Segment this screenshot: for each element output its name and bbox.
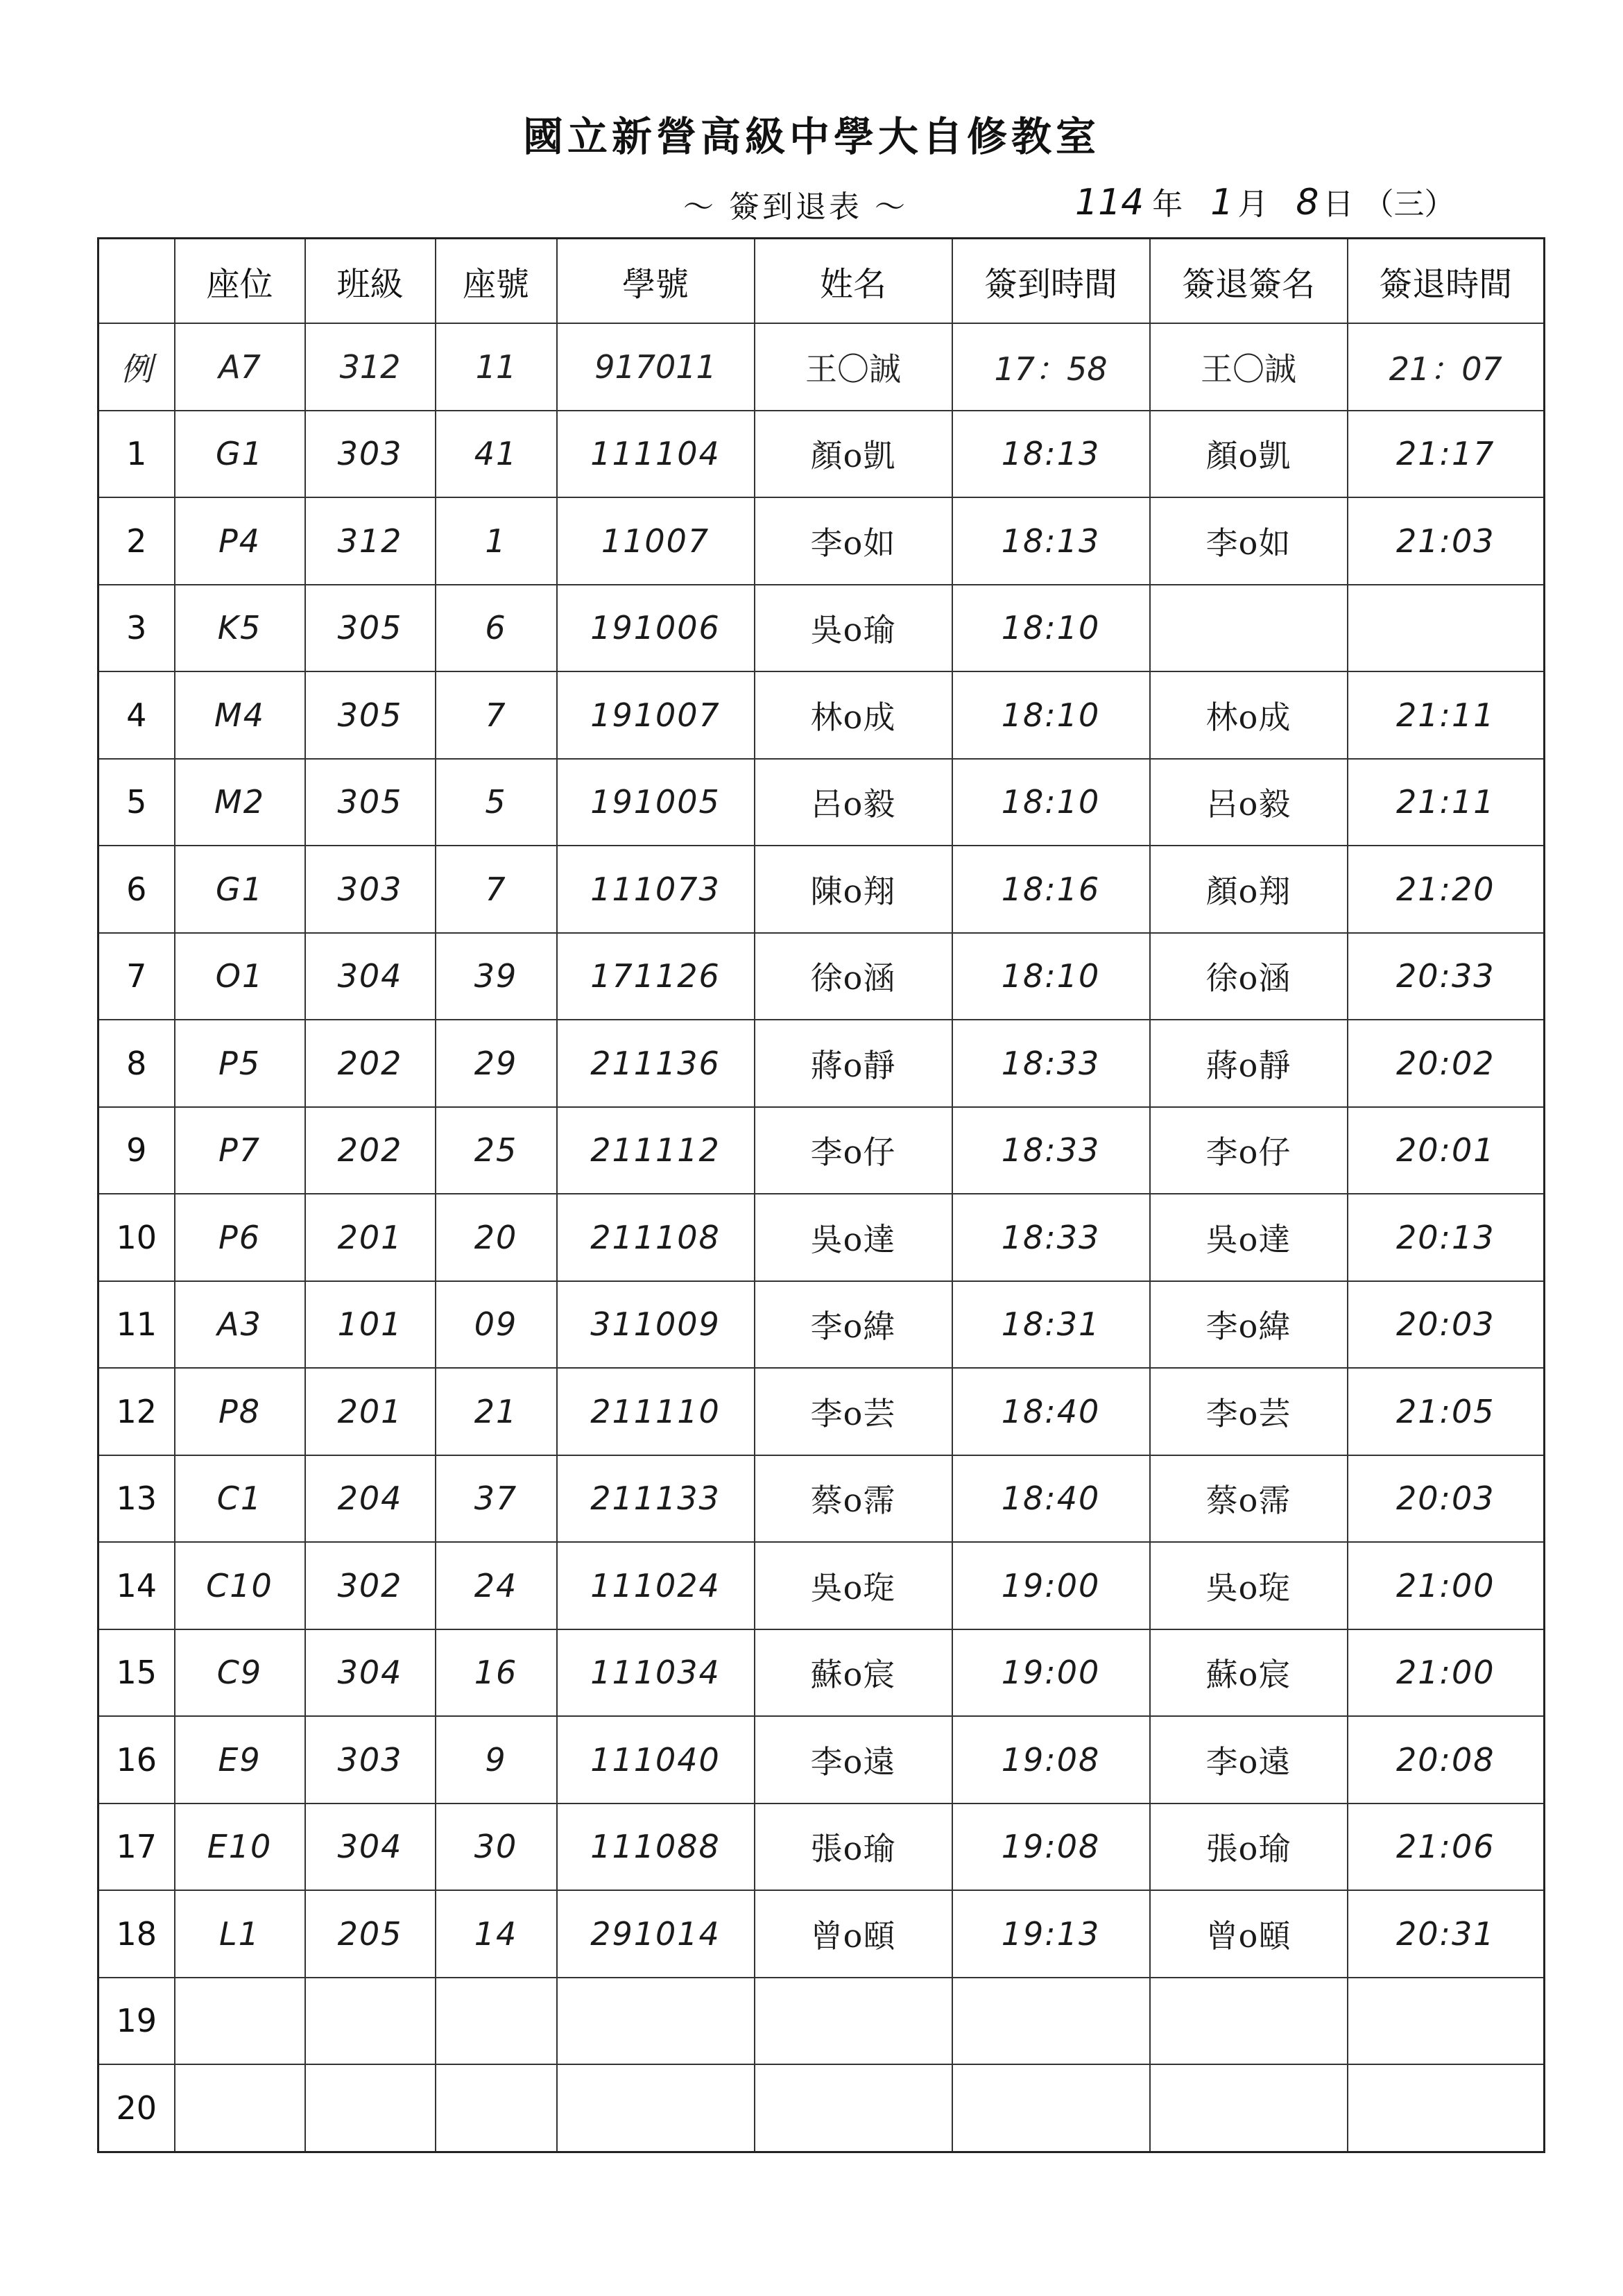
cell-name: 李o緯 — [755, 1281, 952, 1369]
cell-class: 303 — [305, 846, 436, 933]
cell-student-id: 111034 — [557, 1629, 755, 1717]
cell-seat-number: 7 — [436, 846, 557, 933]
row-index: 20 — [98, 2064, 175, 2152]
cell-checkout-time: 21:11 — [1348, 671, 1545, 759]
date-month-label: 月 — [1237, 187, 1269, 222]
cell-seat-number: 09 — [436, 1281, 557, 1369]
cell-student-id: 111104 — [557, 411, 755, 498]
cell-checkout-time: 21：07 — [1348, 323, 1545, 411]
cell-name: 顏o凱 — [755, 411, 952, 498]
cell-class — [305, 2064, 436, 2152]
cell-seat-number — [436, 1978, 557, 2065]
cell-seat: G1 — [175, 846, 305, 933]
cell-seat: A7 — [175, 323, 305, 411]
table-row — [98, 585, 1545, 672]
row-index: 10 — [98, 1194, 175, 1281]
cell-name — [755, 2064, 952, 2152]
cell-checkout-signature: 李o遠 — [1150, 1716, 1348, 1804]
cell-checkout-signature: 徐o涵 — [1150, 933, 1348, 1020]
cell-seat: P8 — [175, 1368, 305, 1455]
cell-checkin-time: 17：58 — [952, 323, 1150, 411]
cell-class: 304 — [305, 933, 436, 1020]
row-index: 8 — [98, 1020, 175, 1107]
cell-checkin-time: 18:33 — [952, 1194, 1150, 1281]
cell-class: 101 — [305, 1281, 436, 1369]
cell-name: 吳o瑜 — [755, 585, 952, 672]
cell-student-id: 291014 — [557, 1890, 755, 1978]
cell-seat: M4 — [175, 671, 305, 759]
cell-seat: M2 — [175, 759, 305, 846]
row-index: 6 — [98, 846, 175, 933]
cell-checkout-time: 20:02 — [1348, 1020, 1545, 1107]
cell-name: 陳o翔 — [755, 846, 952, 933]
col-header-checkout-signature: 簽退簽名 — [1150, 239, 1348, 324]
cell-checkout-signature: 李o緯 — [1150, 1281, 1348, 1369]
cell-checkout-signature: 王〇誠 — [1150, 323, 1348, 411]
cell-class: 201 — [305, 1194, 436, 1281]
col-header-checkin-time: 簽到時間 — [952, 239, 1150, 324]
cell-checkin-time — [952, 1978, 1150, 2065]
cell-checkout-signature — [1150, 1978, 1348, 2065]
cell-class: 305 — [305, 759, 436, 846]
cell-checkin-time: 18:31 — [952, 1281, 1150, 1369]
cell-name: 李o如 — [755, 497, 952, 585]
cell-checkout-time: 21:03 — [1348, 497, 1545, 585]
cell-student-id: 211133 — [557, 1455, 755, 1543]
cell-seat: C10 — [175, 1542, 305, 1629]
cell-student-id — [557, 2064, 755, 2152]
table-row — [98, 1107, 1545, 1194]
table-row — [98, 1629, 1545, 1717]
date-month: 1 — [1210, 182, 1234, 223]
cell-name: 呂o毅 — [755, 759, 952, 846]
cell-student-id: 211112 — [557, 1107, 755, 1194]
cell-seat: C9 — [175, 1629, 305, 1717]
cell-checkin-time: 18:10 — [952, 933, 1150, 1020]
cell-checkout-signature: 曾o頤 — [1150, 1890, 1348, 1978]
table-row — [98, 2064, 1545, 2152]
cell-class: 202 — [305, 1020, 436, 1107]
cell-seat-number: 20 — [436, 1194, 557, 1281]
table-row — [98, 846, 1545, 933]
date-day: 8 — [1296, 182, 1319, 223]
example-row — [98, 323, 1545, 411]
cell-checkout-signature: 顏o翔 — [1150, 846, 1348, 933]
cell-checkout-time: 21:00 — [1348, 1629, 1545, 1717]
cell-seat-number: 9 — [436, 1716, 557, 1804]
cell-seat-number: 16 — [436, 1629, 557, 1717]
cell-checkout-time: 21:11 — [1348, 759, 1545, 846]
row-index: 11 — [98, 1281, 175, 1369]
cell-student-id: 191005 — [557, 759, 755, 846]
cell-class: 302 — [305, 1542, 436, 1629]
table-row — [98, 759, 1545, 846]
cell-name: 林o成 — [755, 671, 952, 759]
cell-checkout-signature: 李o仔 — [1150, 1107, 1348, 1194]
table-row — [98, 411, 1545, 498]
cell-name: 李o芸 — [755, 1368, 952, 1455]
cell-student-id: 171126 — [557, 933, 755, 1020]
date-day-label: 日 — [1323, 187, 1354, 222]
cell-student-id: 211136 — [557, 1020, 755, 1107]
cell-checkout-signature: 李o芸 — [1150, 1368, 1348, 1455]
cell-class: 303 — [305, 1716, 436, 1804]
cell-student-id: 211110 — [557, 1368, 755, 1455]
cell-class — [305, 1978, 436, 2065]
cell-checkout-time: 21:06 — [1348, 1804, 1545, 1891]
cell-student-id: 111024 — [557, 1542, 755, 1629]
table-row — [98, 1281, 1545, 1369]
date-year: 114 — [1075, 182, 1144, 223]
cell-seat: E9 — [175, 1716, 305, 1804]
col-header-checkout-time: 簽退時間 — [1348, 239, 1545, 324]
table-row — [98, 497, 1545, 585]
page-title: 國立新營高級中學大自修教室 — [522, 113, 1100, 160]
cell-seat — [175, 2064, 305, 2152]
col-header-seat: 座位 — [175, 239, 305, 324]
cell-checkin-time: 18:33 — [952, 1107, 1150, 1194]
cell-checkin-time: 18:10 — [952, 585, 1150, 672]
row-index: 18 — [98, 1890, 175, 1978]
table-row — [98, 1804, 1545, 1891]
col-header-index — [98, 239, 175, 324]
cell-seat-number: 1 — [436, 497, 557, 585]
table-header-row — [98, 239, 1545, 324]
cell-name: 蔣o靜 — [755, 1020, 952, 1107]
cell-checkout-time: 21:05 — [1348, 1368, 1545, 1455]
table-row — [98, 671, 1545, 759]
sign-in-table — [97, 237, 1545, 2153]
cell-checkin-time: 18:40 — [952, 1368, 1150, 1455]
cell-checkout-time: 20:13 — [1348, 1194, 1545, 1281]
cell-class: 303 — [305, 411, 436, 498]
cell-class: 201 — [305, 1368, 436, 1455]
row-index: 12 — [98, 1368, 175, 1455]
cell-seat: E10 — [175, 1804, 305, 1891]
col-header-name: 姓名 — [755, 239, 952, 324]
cell-checkout-time: 21:20 — [1348, 846, 1545, 933]
cell-checkout-time — [1348, 1978, 1545, 2065]
cell-checkout-signature: 呂o毅 — [1150, 759, 1348, 846]
cell-seat: K5 — [175, 585, 305, 672]
cell-checkin-time: 18:13 — [952, 411, 1150, 498]
cell-student-id: 111088 — [557, 1804, 755, 1891]
cell-checkout-time: 21:17 — [1348, 411, 1545, 498]
row-index: 9 — [98, 1107, 175, 1194]
cell-seat-number: 39 — [436, 933, 557, 1020]
cell-student-id: 191007 — [557, 671, 755, 759]
cell-seat-number — [436, 2064, 557, 2152]
cell-checkin-time: 18:10 — [952, 671, 1150, 759]
date-year-label: 年 — [1152, 187, 1183, 222]
cell-seat — [175, 1978, 305, 2065]
cell-student-id: 917011 — [557, 323, 755, 411]
cell-class: 312 — [305, 323, 436, 411]
table-row — [98, 1368, 1545, 1455]
col-header-student-id: 學號 — [557, 239, 755, 324]
date-weekday: （三） — [1363, 187, 1455, 222]
cell-seat-number: 5 — [436, 759, 557, 846]
cell-name: 吳o琁 — [755, 1542, 952, 1629]
cell-checkin-time: 19:08 — [952, 1716, 1150, 1804]
cell-checkin-time: 18:10 — [952, 759, 1150, 846]
cell-checkout-time: 20:03 — [1348, 1281, 1545, 1369]
cell-class: 202 — [305, 1107, 436, 1194]
row-index: 13 — [98, 1455, 175, 1543]
sheet-date — [1075, 179, 1454, 223]
cell-name — [755, 1978, 952, 2065]
cell-class: 304 — [305, 1804, 436, 1891]
cell-checkin-time: 19:00 — [952, 1542, 1150, 1629]
cell-seat-number: 21 — [436, 1368, 557, 1455]
cell-checkout-time — [1348, 2064, 1545, 2152]
cell-checkout-signature: 張o瑜 — [1150, 1804, 1348, 1891]
table-row — [98, 1890, 1545, 1978]
cell-checkout-signature: 吳o琁 — [1150, 1542, 1348, 1629]
row-index: 4 — [98, 671, 175, 759]
cell-student-id: 211108 — [557, 1194, 755, 1281]
row-index: 例 — [98, 323, 175, 411]
cell-seat-number: 6 — [436, 585, 557, 672]
cell-checkout-time: 21:00 — [1348, 1542, 1545, 1629]
cell-student-id — [557, 1978, 755, 2065]
table-row — [98, 1194, 1545, 1281]
cell-seat-number: 29 — [436, 1020, 557, 1107]
cell-seat-number: 37 — [436, 1455, 557, 1543]
cell-checkout-signature: 蔡o霈 — [1150, 1455, 1348, 1543]
table-row — [98, 1542, 1545, 1629]
cell-student-id: 311009 — [557, 1281, 755, 1369]
cell-checkin-time: 19:13 — [952, 1890, 1150, 1978]
cell-seat-number: 25 — [436, 1107, 557, 1194]
row-index: 1 — [98, 411, 175, 498]
page-subtitle: ～ 簽到退表 ～ — [683, 189, 908, 225]
col-header-class: 班級 — [305, 239, 436, 324]
cell-checkout-signature: 顏o凱 — [1150, 411, 1348, 498]
cell-checkout-signature — [1150, 2064, 1348, 2152]
cell-class: 304 — [305, 1629, 436, 1717]
cell-seat-number: 24 — [436, 1542, 557, 1629]
cell-checkout-time: 20:33 — [1348, 933, 1545, 1020]
cell-checkout-signature: 李o如 — [1150, 497, 1348, 585]
cell-seat-number: 14 — [436, 1890, 557, 1978]
table-row — [98, 1455, 1545, 1543]
row-index: 17 — [98, 1804, 175, 1891]
cell-checkout-signature — [1150, 585, 1348, 672]
cell-checkout-signature: 蔣o靜 — [1150, 1020, 1348, 1107]
cell-checkout-time — [1348, 585, 1545, 672]
cell-student-id: 111040 — [557, 1716, 755, 1804]
cell-seat-number: 41 — [436, 411, 557, 498]
row-index: 16 — [98, 1716, 175, 1804]
cell-checkin-time: 19:00 — [952, 1629, 1150, 1717]
cell-class: 204 — [305, 1455, 436, 1543]
cell-seat-number: 30 — [436, 1804, 557, 1891]
cell-seat-number: 11 — [436, 323, 557, 411]
cell-checkin-time — [952, 2064, 1150, 2152]
cell-seat: L1 — [175, 1890, 305, 1978]
cell-seat: P4 — [175, 497, 305, 585]
cell-seat: O1 — [175, 933, 305, 1020]
row-index: 5 — [98, 759, 175, 846]
table-row — [98, 933, 1545, 1020]
cell-checkin-time: 19:08 — [952, 1804, 1150, 1891]
cell-name: 王〇誠 — [755, 323, 952, 411]
cell-class: 305 — [305, 585, 436, 672]
cell-name: 李o遠 — [755, 1716, 952, 1804]
cell-seat: C1 — [175, 1455, 305, 1543]
cell-checkin-time: 18:16 — [952, 846, 1150, 933]
cell-checkout-time: 20:01 — [1348, 1107, 1545, 1194]
cell-name: 張o瑜 — [755, 1804, 952, 1891]
cell-name: 蔡o霈 — [755, 1455, 952, 1543]
cell-class: 205 — [305, 1890, 436, 1978]
table-row — [98, 1716, 1545, 1804]
cell-seat: A3 — [175, 1281, 305, 1369]
row-index: 14 — [98, 1542, 175, 1629]
cell-class: 305 — [305, 671, 436, 759]
row-index: 15 — [98, 1629, 175, 1717]
cell-student-id: 11007 — [557, 497, 755, 585]
cell-name: 曾o頤 — [755, 1890, 952, 1978]
cell-checkout-signature: 蘇o宸 — [1150, 1629, 1348, 1717]
row-index: 2 — [98, 497, 175, 585]
cell-name: 徐o涵 — [755, 933, 952, 1020]
cell-class: 312 — [305, 497, 436, 585]
cell-name: 蘇o宸 — [755, 1629, 952, 1717]
cell-seat: G1 — [175, 411, 305, 498]
cell-name: 吳o達 — [755, 1194, 952, 1281]
table-row — [98, 1978, 1545, 2065]
row-index: 3 — [98, 585, 175, 672]
cell-seat: P5 — [175, 1020, 305, 1107]
cell-seat: P7 — [175, 1107, 305, 1194]
row-index: 7 — [98, 933, 175, 1020]
cell-checkout-signature: 林o成 — [1150, 671, 1348, 759]
cell-name: 李o仔 — [755, 1107, 952, 1194]
table-row — [98, 1020, 1545, 1107]
cell-checkin-time: 18:33 — [952, 1020, 1150, 1107]
cell-seat: P6 — [175, 1194, 305, 1281]
cell-student-id: 111073 — [557, 846, 755, 933]
col-header-number: 座號 — [436, 239, 557, 324]
cell-student-id: 191006 — [557, 585, 755, 672]
row-index: 19 — [98, 1978, 175, 2065]
cell-checkout-time: 20:03 — [1348, 1455, 1545, 1543]
cell-checkout-time: 20:31 — [1348, 1890, 1545, 1978]
cell-checkout-time: 20:08 — [1348, 1716, 1545, 1804]
cell-checkout-signature: 吳o達 — [1150, 1194, 1348, 1281]
cell-checkin-time: 18:13 — [952, 497, 1150, 585]
cell-seat-number: 7 — [436, 671, 557, 759]
cell-checkin-time: 18:40 — [952, 1455, 1150, 1543]
